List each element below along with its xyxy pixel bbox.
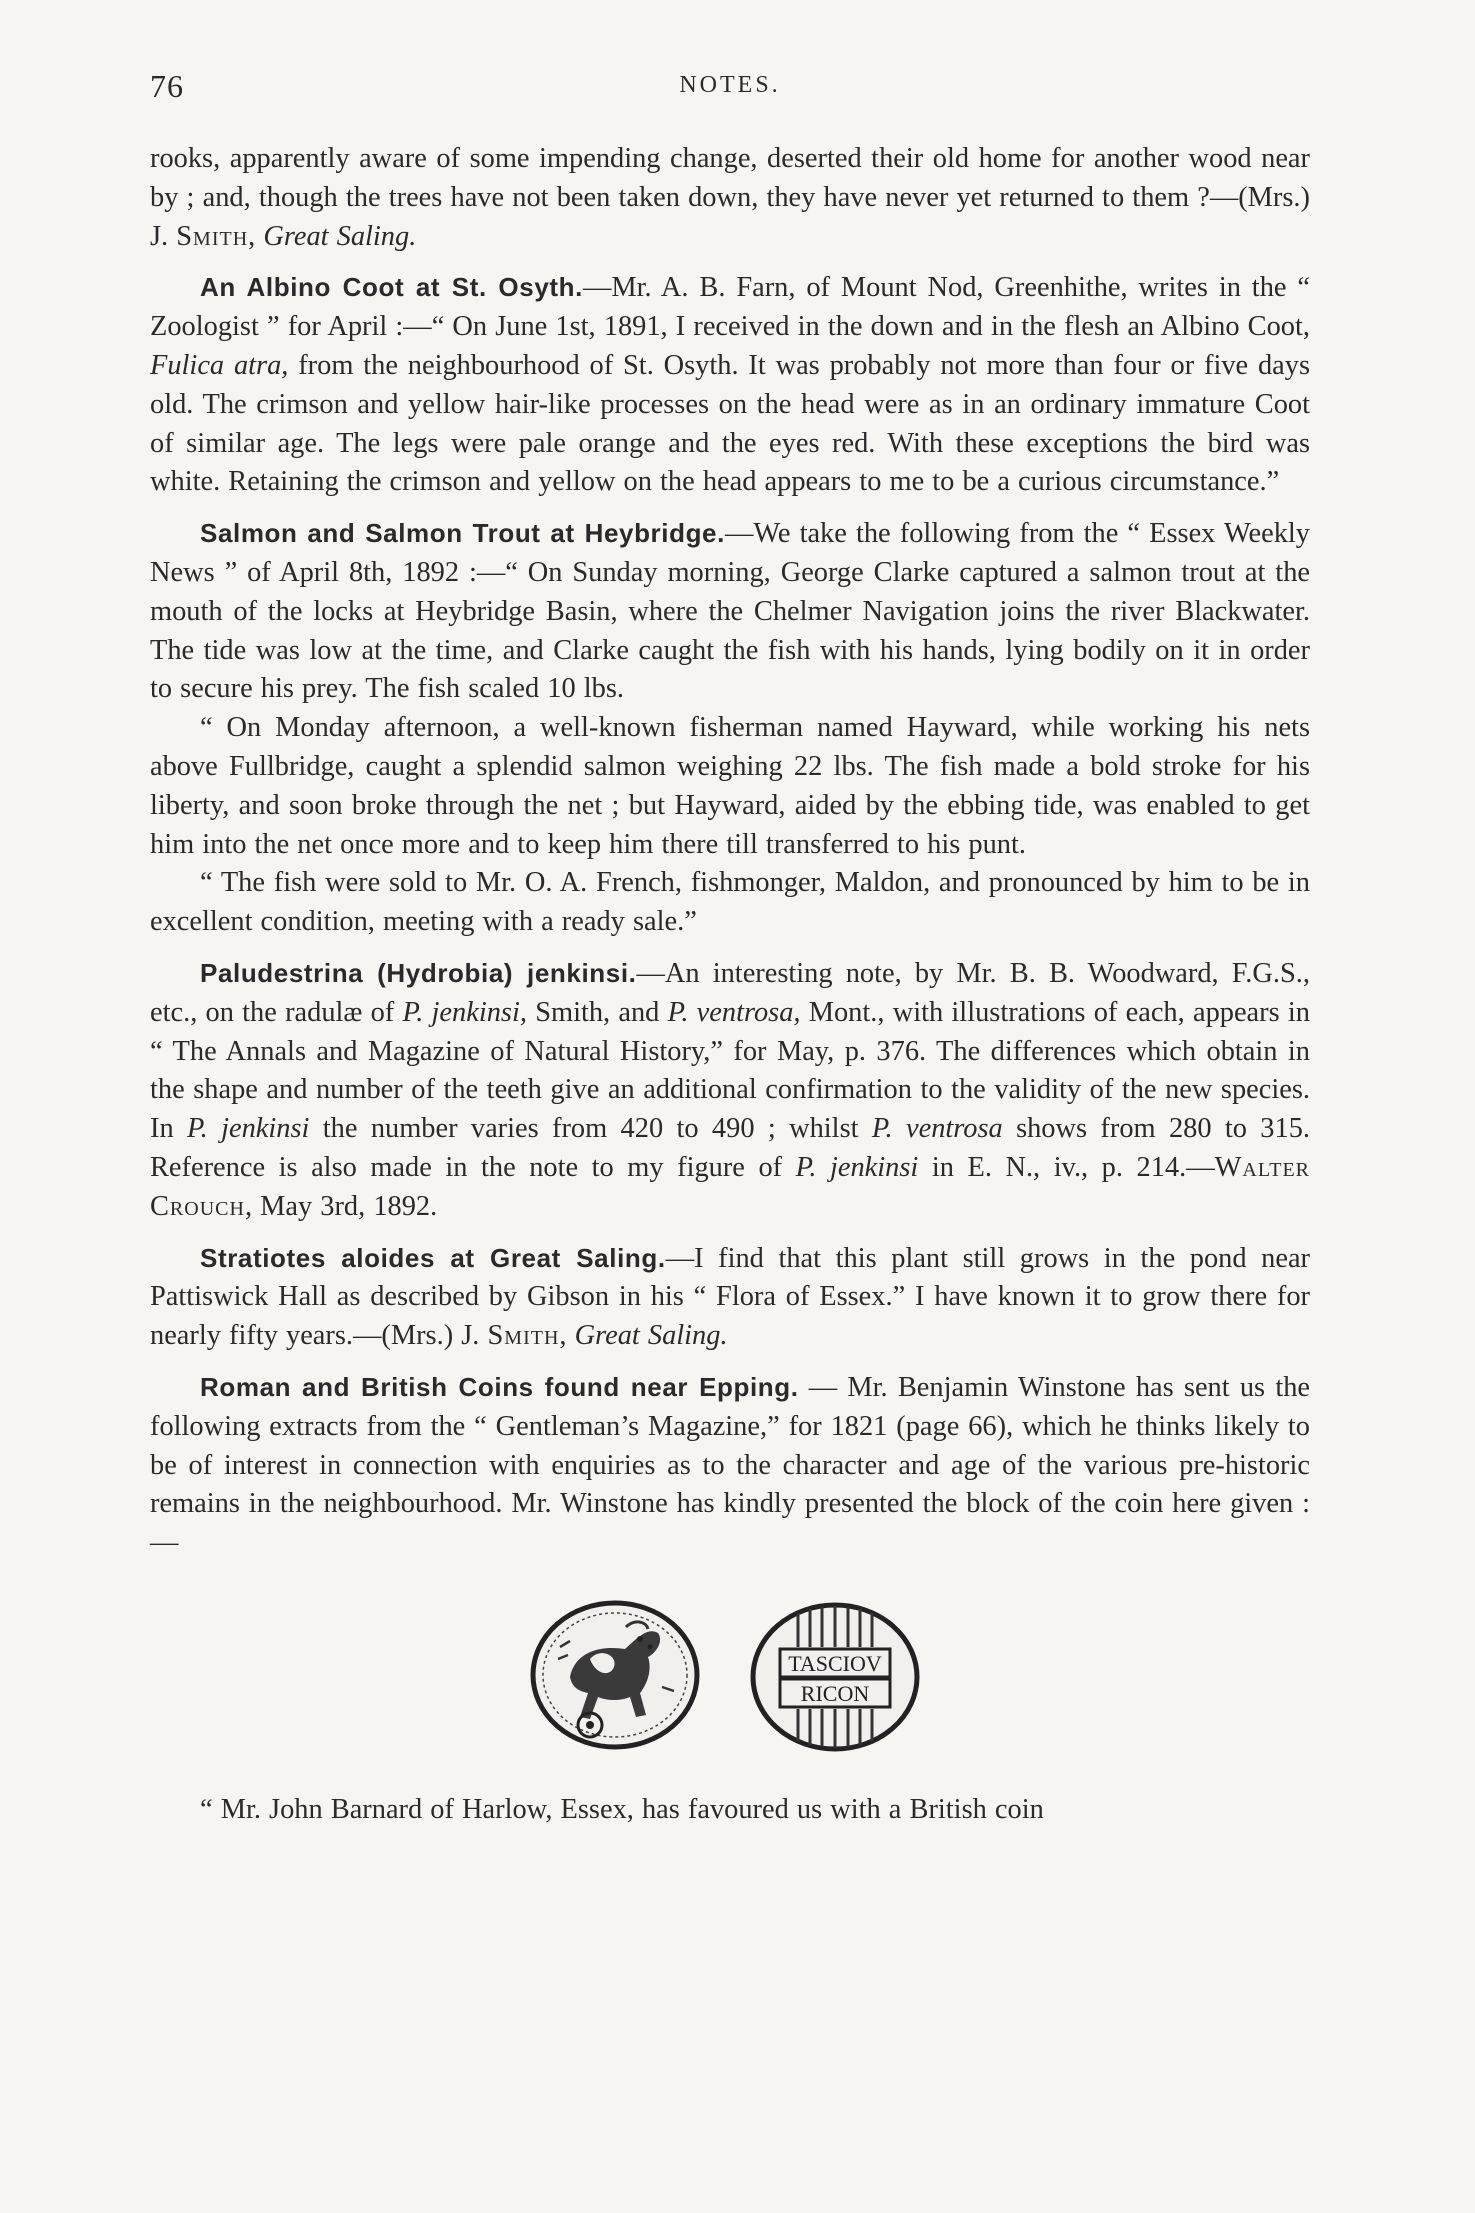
note-salmon-paragraph-3 [150,864,1310,942]
text-run: in E. N., iv., p. 214.— [918,1151,1215,1183]
text-run: shows from 280 to 315. Reference is also made in the note to my figure of [150,1113,1310,1183]
place-name: Great Saling. [263,220,417,252]
coin-obverse [533,1603,697,1747]
text-run: Smith, and [526,996,668,1028]
text-run: , [248,220,264,252]
text-run: —I find that this plant still grows in the pond near Pattiswick Hall as described by Gibson in his “ Flora of Essex.” I have known it to grow there for nearly fifty years.—(Mrs.) J. [150,1242,1310,1352]
text-run: “ On Monday afternoon, a well-known fisherman named Hayward, while working his nets above Fullbridge, caught a splendid salmon weighing 22 lbs. The fish made a bold stroke for his liberty, and soon broke through the net ; but Hayward, aided by the ebbing tide, was enabled to get him into the net once more and to keep him there till transferred to his punt. [150,712,1310,860]
note-roman-british-coins [150,1368,1310,1563]
species-name: P. ventrosa [871,1113,1003,1145]
text-run: “ Mr. John Barnard of Harlow, Essex, has favoured us with a British coin [200,1793,1044,1825]
note-paludestrina [150,954,1310,1227]
author-name: Smith [487,1320,560,1352]
coin-figure [530,1597,930,1757]
text-run: — Mr. Benjamin Winstone has sent us the following extracts from the “ Gentleman’s Magazine,” for 1821 (page 66), which he thinks likely to be of interest in connection with enquiries as to the character and age of the various pre-historic remains in the neighbourhood. Mr. Winstone has kindly presented the block of the coin here given :— [150,1371,1311,1559]
text-run: rooks, apparently aware of some impending change, deserted their old home for another wood near by ; and, though the trees have not been taken down, they have never yet returned to them ?—(Mrs.) J. [150,143,1310,252]
text-run: , May 3rd, 1892. [244,1190,438,1222]
note-salmon-trout [150,514,1310,709]
note-salmon-paragraph-2 [150,709,1310,864]
note-heading: Paludestrina (Hydrobia) jenkinsi. [200,957,637,988]
place-name: Great Saling. [574,1320,728,1352]
quotation-start [150,1791,1310,1830]
running-title: NOTES. [679,72,781,98]
species-name: P. jenkinsi [795,1151,919,1183]
text-run: —An interesting note, by Mr. B. B. Woodward, F.G.S., etc., on the radulæ of [150,957,1310,1028]
note-heading: Roman and British Coins found near Epping. [200,1371,799,1402]
species-name: P. jenkinsi [187,1113,310,1145]
text-run: “ The fish were sold to Mr. O. A. French, fishmonger, Maldon, and pronounced by him to be in excellent condition, meeting with a ready sale.” [150,867,1310,938]
coin-inscription-line1: TASCIOV [788,1650,882,1676]
text-run: the number varies from 420 to 490 ; whilst [309,1113,872,1145]
note-heading: Salmon and Salmon Trout at Heybridge. [200,518,725,549]
note-stratiotes [150,1239,1310,1356]
text-run: , [559,1320,575,1352]
text-run: —We take the following from the “ Essex Weekly News ” of April 8th, 1892 :—“ On Sunday morning, George Clarke captured a salmon trout at the mouth of the locks at Heybridge Basin, where the Chelmer Navigation joins the river Blackwater. The tide was low at the time, and Clarke caught the fish with his hands, lying bodily on it in order to secure his prey. The fish scaled 10 lbs. [150,518,1310,705]
note-heading: Stratiotes aloides at Great Saling. [200,1242,666,1273]
page [150,60,1310,1830]
coin-illustration [150,1597,1310,1757]
author-name: Smith [176,220,249,252]
text-run: —Mr. A. B. Farn, of Mount Nod, Greenhithe, writes in the “ Zoologist ” for April :—“ On June 1st, 1891, I received in the down and in the flesh an Albino Coot, [150,272,1310,343]
note-albino-coot [150,268,1310,502]
running-head [150,60,1310,110]
text-run: Mont., with illustrations of each, appears in “ The Annals and Magazine of Natural History,” for May, p. 376. The differences which obtain in the shape and number of the teeth give an additional confirmation to the validity of the new species. In [150,996,1310,1145]
coin-reverse [753,1605,917,1749]
text-run: from the neighbourhood of St. Osyth. It was probably not more than four or five days old. The crimson and yellow hair-like processes on the head were as in an ordinary immature Coot of similar age. The legs were pale orange and the eyes red. With these exceptions the bird was white. Retaining the crimson and yellow on the head appears to me to be a curious circumstance.” [150,349,1311,498]
note-heading: An Albino Coot at St. Osyth. [200,272,583,303]
species-name: P. ventrosa, [667,996,801,1028]
paragraph-continued [150,140,1310,256]
page-number: 76 [150,68,184,104]
species-name: Fulica atra, [150,349,289,381]
coin-inscription-line2: RICON [800,1680,870,1706]
author-name: Walter Crouch [150,1151,1311,1222]
species-name: P. jenkinsi, [402,996,527,1028]
